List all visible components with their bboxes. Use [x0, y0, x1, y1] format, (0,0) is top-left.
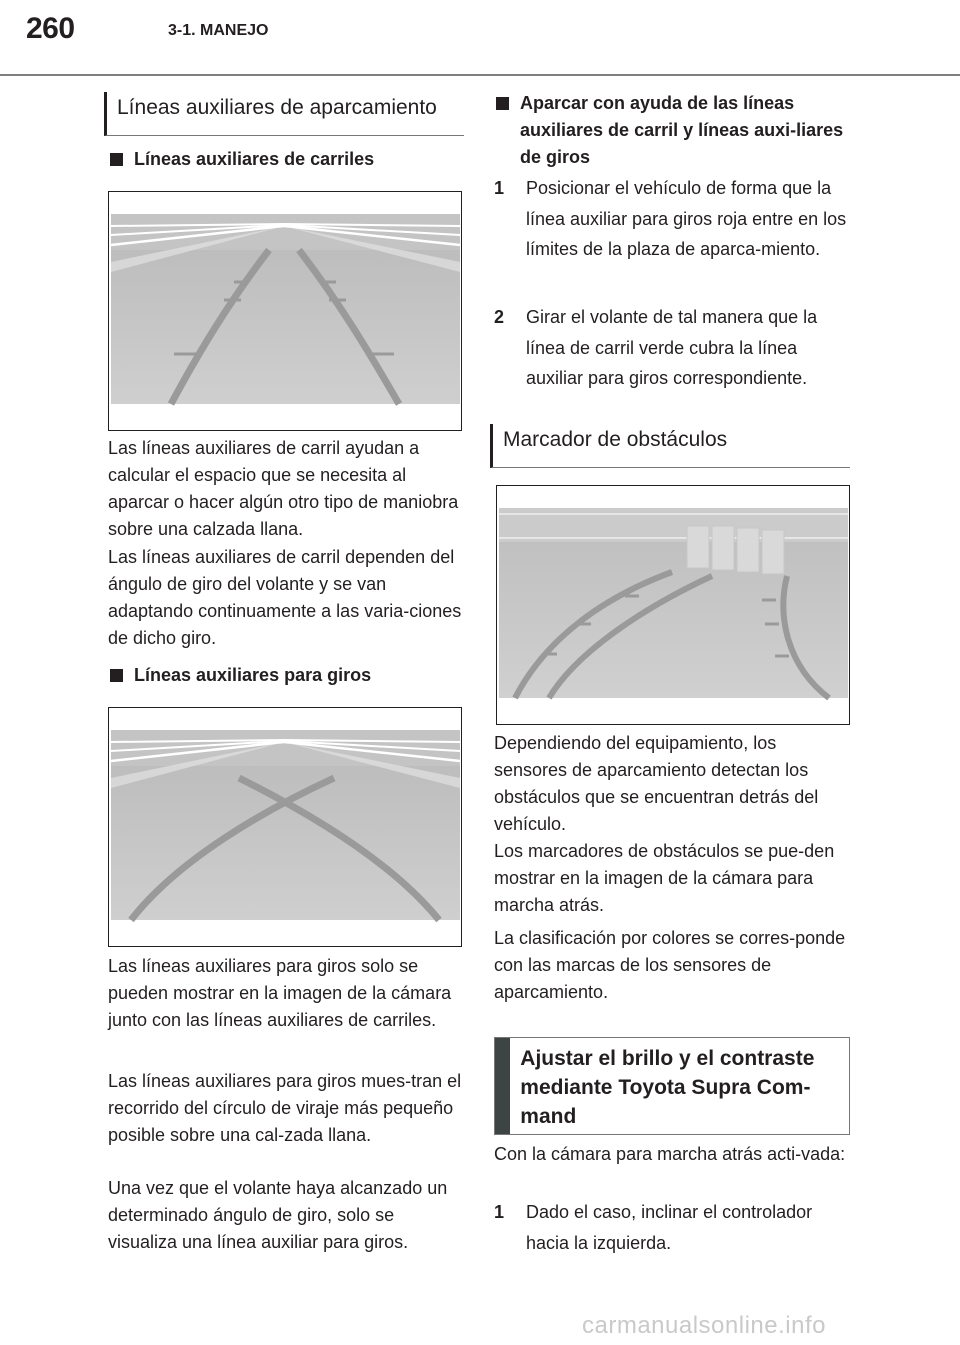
- paragraph-obstacle-3: La clasificación por colores se corres-ponde con las marcas de los sensores de aparcamiento.: [494, 928, 846, 1002]
- subhead-turn-lines: [108, 662, 464, 689]
- section-title-parking-lines: Líneas auxiliares de aparcamiento: [104, 92, 464, 136]
- footer-watermark[interactable]: carmanualsonline.info: [582, 1312, 826, 1339]
- figure-lane-lines: [108, 191, 462, 431]
- square-bullet-icon: [110, 153, 123, 166]
- paragraph-turn-lines-3: Una vez que el volante haya alcanzado un determinado ángulo de giro, solo se visualiza una línea auxiliar para giros.: [108, 1178, 448, 1252]
- section-box-title: Ajustar el brillo y el contraste mediante Toyota Supra Com-mand: [520, 1047, 815, 1128]
- section-box-bar: [495, 1038, 510, 1134]
- subhead-parking-with-lines-text: Aparcar con ayuda de las líneas auxiliares de carril y líneas auxi-liares de giros: [520, 93, 844, 167]
- step-number: 1: [494, 1202, 505, 1222]
- paragraph-lane-lines-1: Las líneas auxiliares de carril ayudan a calcular el espacio que se necesita al aparcar o hacer algún otro tipo de maniobra sobre una calzada llana.: [108, 438, 459, 539]
- paragraph-turn-lines-2: Las líneas auxiliares para giros mues-tran el recorrido del círculo de viraje más pequeño posible sobre una cal-zada llana.: [108, 1071, 462, 1145]
- square-bullet-icon: [496, 97, 509, 110]
- subhead-lane-lines-text: Líneas auxiliares de carriles: [134, 149, 375, 169]
- obstacle-marker-illustration: [497, 486, 848, 723]
- figure-obstacle-marker: [496, 485, 850, 725]
- lane-lines-illustration: [109, 192, 460, 429]
- subhead-turn-lines-text: Líneas auxiliares para giros: [134, 665, 372, 685]
- step-text: Dado el caso, inclinar el controlador hacia la izquierda.: [526, 1202, 813, 1253]
- turn-lines-illustration: [109, 708, 460, 945]
- figure-turn-lines: [108, 707, 462, 947]
- step-2-turn-wheel: [494, 302, 850, 394]
- square-bullet-icon: [110, 669, 123, 682]
- section-box-brightness-contrast: [494, 1037, 850, 1135]
- paragraph-obstacle-1: Dependiendo del equipamiento, los sensores de aparcamiento detectan los obstáculos que se encuentran detrás del vehículo.: [494, 733, 819, 834]
- subhead-lane-lines: [108, 146, 464, 173]
- chapter-title: 3-1. MANEJO: [168, 22, 269, 39]
- step-1-position-vehicle: [494, 173, 850, 265]
- paragraph-turn-lines-1: Las líneas auxiliares para giros solo se pueden mostrar en la imagen de la cámara junto con las líneas auxiliares de carriles.: [108, 956, 452, 1030]
- subhead-parking-with-lines: [494, 90, 850, 171]
- paragraph-obstacle-2: Los marcadores de obstáculos se pue-den mostrar en la imagen de la cámara para marcha atrás.: [494, 841, 835, 915]
- paragraph-camera-active: Con la cámara para marcha atrás acti-vada:: [494, 1144, 846, 1164]
- step-number: 2: [494, 307, 505, 327]
- step-1-tilt-controller: [494, 1197, 850, 1258]
- section-title-obstacle-marker: Marcador de obstáculos: [490, 424, 850, 468]
- step-text: Posicionar el vehículo de forma que la línea auxiliar para giros roja entre en los límites de la plaza de aparca-miento.: [526, 178, 847, 259]
- header-rule: [0, 74, 960, 76]
- paragraph-lane-lines-2: Las líneas auxiliares de carril dependen del ángulo de giro del volante y se van adaptando continuamente a las varia-ciones de dicho giro.: [108, 547, 462, 648]
- step-text: Girar el volante de tal manera que la línea de carril verde cubra la línea auxiliar para giros correspondiente.: [526, 307, 818, 388]
- step-number: 1: [494, 178, 505, 198]
- page-number: 260: [26, 12, 75, 45]
